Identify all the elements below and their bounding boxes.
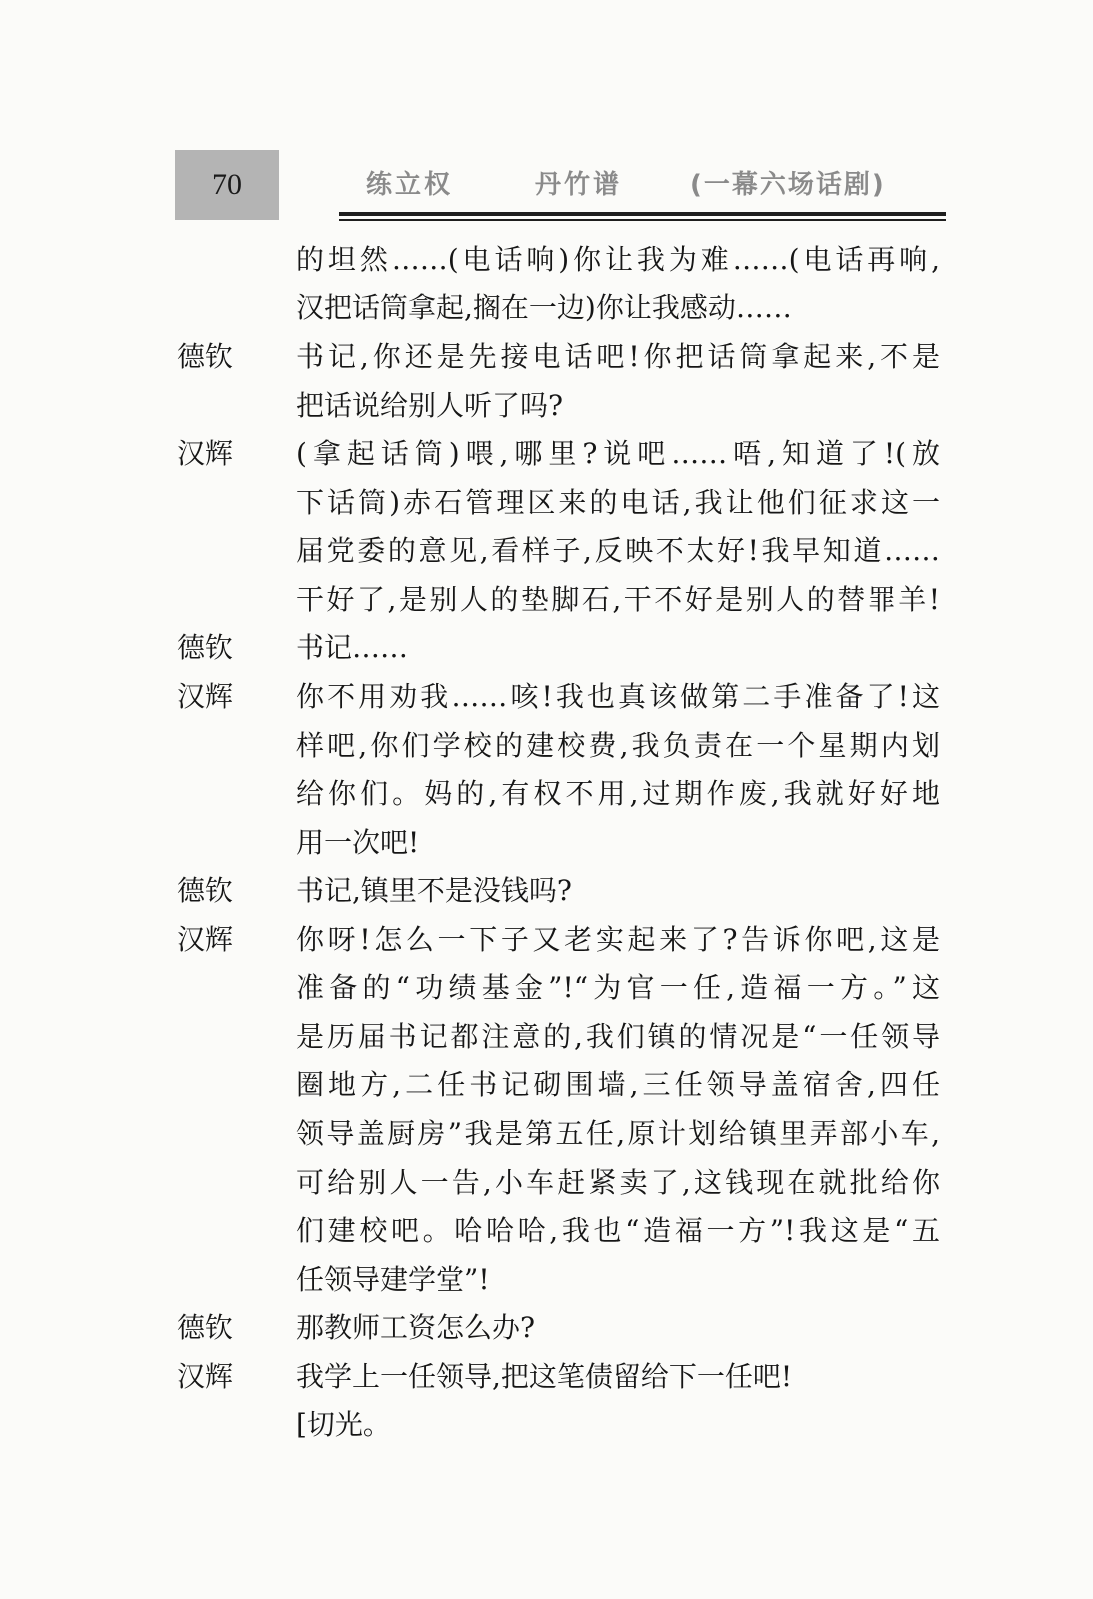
header-rule-thin [339,219,946,221]
dialogue-line: 领导盖厨房”我是第五任,原计划给镇里弄部小车, [296,1117,940,1150]
dialogue-line: 用一次吧! [296,826,420,859]
page-number: 70 [212,168,242,201]
dialogue-line: (拿起话筒)喂,哪里?说吧……唔,知道了!(放 [296,437,940,470]
dialogue-line: 任领导建学堂”! [296,1263,490,1296]
speaker-name: 汉辉 [177,1360,234,1393]
speaker-name: 汉辉 [177,923,234,956]
dialogue-line: 你不用劝我……咳!我也真该做第二手准备了!这 [296,680,940,713]
dialogue-line: 干好了,是别人的垫脚石,干不好是别人的替罪羊! [296,583,940,616]
dialogue-line: 是历届书记都注意的,我们镇的情况是“一任领导 [296,1020,940,1053]
speaker-name: 德钦 [177,1311,234,1344]
speaker-name: 德钦 [177,340,234,373]
speaker-name: 德钦 [177,874,234,907]
header-author: 练立权 [366,170,454,200]
dialogue-line: 书记,镇里不是没钱吗? [296,874,572,907]
dialogue-line: 们建校吧。哈哈哈,我也“造福一方”!我这是“五 [296,1214,940,1247]
dialogue-line: 届党委的意见,看样子,反映不太好!我早知道…… [296,534,940,567]
dialogue-line: 圈地方,二任书记砌围墙,三任领导盖宿舍,四任 [296,1068,940,1101]
dialogue-line: 给你们。妈的,有权不用,过期作废,我就好好地 [296,777,940,810]
speaker-name: 德钦 [177,631,234,664]
dialogue-line: 样吧,你们学校的建校费,我负责在一个星期内划 [296,729,940,762]
page-number-box [175,150,279,220]
dialogue-line: 你呀!怎么一下子又老实起来了?告诉你吧,这是 [296,923,940,956]
header-rule-thick [339,212,946,216]
dialogue-line: 可给别人一告,小车赶紧卖了,这钱现在就批给你 [296,1166,940,1199]
dialogue-line: 书记…… [296,631,409,664]
header-title: 丹竹谱 [535,170,623,200]
dialogue-line: 下话筒)赤石管理区来的电话,我让他们征求这一 [296,486,940,519]
dialogue-line: 书记,你还是先接电话吧!你把话筒拿起来,不是 [296,340,940,373]
dialogue-line: 的坦然……(电话响)你让我为难……(电话再响, [296,243,940,276]
dialogue-line: 准备的“功绩基金”!“为官一任,造福一方。”这 [296,971,940,1004]
stage-direction: [切光。 [296,1408,391,1441]
speaker-name: 汉辉 [177,437,234,470]
dialogue-line: 那教师工资怎么办? [296,1311,536,1344]
speaker-name: 汉辉 [177,680,234,713]
dialogue-line: 我学上一任领导,把这笔债留给下一任吧! [296,1360,793,1393]
header-genre: (一幕六场话剧) [690,170,886,200]
dialogue-line: 汉把话筒拿起,搁在一边)你让我感动…… [296,291,792,324]
dialogue-line: 把话说给别人听了吗? [296,389,564,422]
